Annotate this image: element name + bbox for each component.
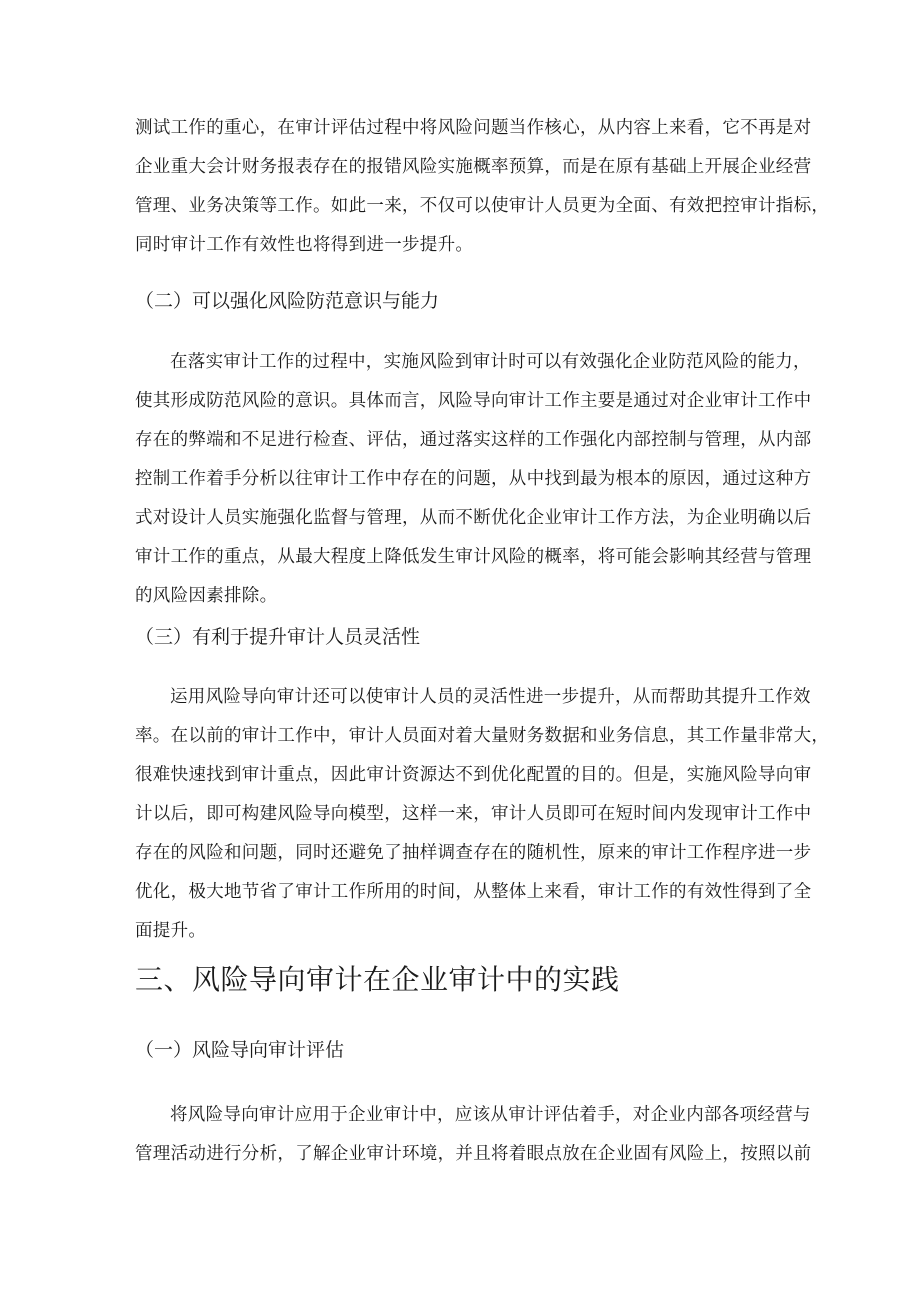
paragraph-line: 面提升。 [135, 921, 207, 941]
section-heading: 三、风险导向审计在企业审计中的实践 [135, 963, 620, 996]
paragraph-line: 控制工作着手分析以往审计工作中存在的问题，从中找到最为根本的原因，通过这种方 [135, 469, 812, 489]
paragraph-line: 使其形成防范风险的意识。具体而言，风险导向审计工作主要是通过对企业审计工作中 [135, 391, 812, 411]
subsection-heading: （二）可以强化风险防范意识与能力 [135, 290, 440, 312]
paragraph-line: 在落实审计工作的过程中，实施风险到审计时可以有效强化企业防范风险的能力， [170, 352, 811, 372]
paragraph-line: 管理活动进行分析，了解企业审计环境，并且将着眼点放在企业固有风险上，按照以前 [135, 1144, 812, 1164]
paragraph-line: 率。在以前的审计工作中，审计人员面对着大量财务数据和业务信息，其工作量非常大， [135, 726, 830, 746]
subsection-heading: （一）风险导向审计评估 [135, 1039, 345, 1061]
paragraph-line: 同时审计工作有效性也将得到进一步提升。 [135, 235, 474, 255]
paragraph-line: 计以后，即可构建风险导向模型，这样一来，审计人员即可在短时间内发现审计工作中 [135, 804, 812, 824]
paragraph-line: 企业重大会计财务报表存在的报错风险实施概率预算，而是在原有基础上开展企业经营 [135, 157, 812, 177]
paragraph-line: 的风险因素排除。 [135, 586, 278, 606]
paragraph-line: 式对设计人员实施强化监督与管理，从而不断优化企业审计工作方法，为企业明确以后 [135, 508, 812, 528]
paragraph-line: 存在的风险和问题，同时还避免了抽样调查存在的随机性，原来的审计工作程序进一步 [135, 843, 812, 863]
paragraph-line: 优化，极大地节省了审计工作所用的时间，从整体上来看，审计工作的有效性得到了全 [135, 882, 812, 902]
subsection-heading: （三）有利于提升审计人员灵活性 [135, 626, 421, 648]
paragraph-line: 审计工作的重点，从最大程度上降低发生审计风险的概率，将可能会影响其经营与管理 [135, 547, 812, 567]
paragraph-line: 存在的弊端和不足进行检查、评估，通过落实这样的工作强化内部控制与管理，从内部 [135, 430, 812, 450]
paragraph-line: 运用风险导向审计还可以使审计人员的灵活性进一步提升，从而帮助其提升工作效 [170, 687, 811, 707]
paragraph-line: 很难快速找到审计重点，因此审计资源达不到优化配置的目的。但是，实施风险导向审 [135, 765, 812, 785]
paragraph-line: 测试工作的重心，在审计评估过程中将风险问题当作核心，从内容上来看，它不再是对 [135, 118, 812, 138]
paragraph-line: 将风险导向审计应用于企业审计中，应该从审计评估着手，对企业内部各项经营与 [170, 1105, 811, 1125]
paragraph-line: 管理、业务决策等工作。如此一来，不仅可以使审计人员更为全面、有效把控审计指标， [135, 196, 830, 216]
